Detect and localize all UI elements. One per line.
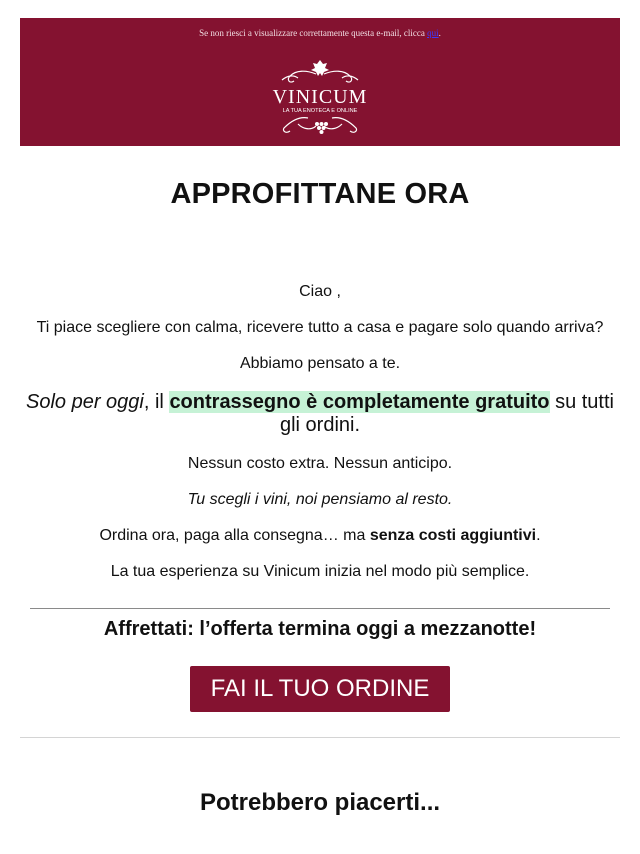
order-end: . bbox=[536, 527, 541, 544]
divider bbox=[30, 608, 610, 609]
intro-question: Ti piace scegliere con calma, ricevere tutto a casa e pagare solo quando arriva? bbox=[36, 319, 604, 336]
offer-end: su tutti gli ordini. bbox=[279, 391, 614, 436]
brand-name: VINICUM bbox=[272, 86, 368, 108]
vinicum-logo[interactable] bbox=[268, 58, 372, 138]
urgency-banner bbox=[0, 618, 640, 641]
preheader-text: Se non riesci a visualizzare correttamente questa e-mail, clicca bbox=[199, 28, 425, 38]
email-header bbox=[20, 18, 620, 146]
view-online-link[interactable]: qui bbox=[427, 28, 439, 38]
greeting: Ciao , bbox=[299, 283, 341, 300]
preheader bbox=[20, 28, 620, 38]
hero-title: APPROFITTANE ORA bbox=[170, 178, 470, 210]
brand-tagline: LA TUA ENOTECA E ONLINE bbox=[282, 108, 358, 114]
order-button[interactable]: FAI IL TUO ORDINE bbox=[190, 666, 450, 712]
divider bbox=[20, 737, 620, 738]
offer-mid: , il bbox=[143, 391, 170, 413]
offer-highlight: contrassegno è completamente gratuito bbox=[169, 391, 550, 413]
order-bold: senza costi aggiuntivi bbox=[369, 527, 537, 544]
order-line bbox=[20, 526, 620, 547]
you-choose-line bbox=[20, 490, 620, 511]
thought-text: Abbiamo pensato a te. bbox=[239, 355, 401, 372]
recommendations-title: Potrebbero piacerti... bbox=[199, 789, 441, 816]
order-prefix: Ordina ora, paga alla consegna… ma bbox=[99, 527, 370, 544]
no-cost-line: Nessun costo extra. Nessun anticipo. bbox=[187, 455, 453, 472]
offer-italic: Solo per oggi bbox=[26, 391, 144, 413]
offer-headline bbox=[20, 391, 620, 437]
preheader-end: . bbox=[438, 28, 441, 38]
experience-line: La tua esperienza su Vinicum inizia nel modo più semplice. bbox=[110, 563, 530, 580]
thought-line bbox=[20, 354, 620, 375]
you-choose-text: Tu scegli i vini, noi pensiamo al resto. bbox=[187, 491, 453, 508]
urgency-text: Affrettati: l’offerta termina oggi a mezzanotte! bbox=[103, 618, 537, 640]
